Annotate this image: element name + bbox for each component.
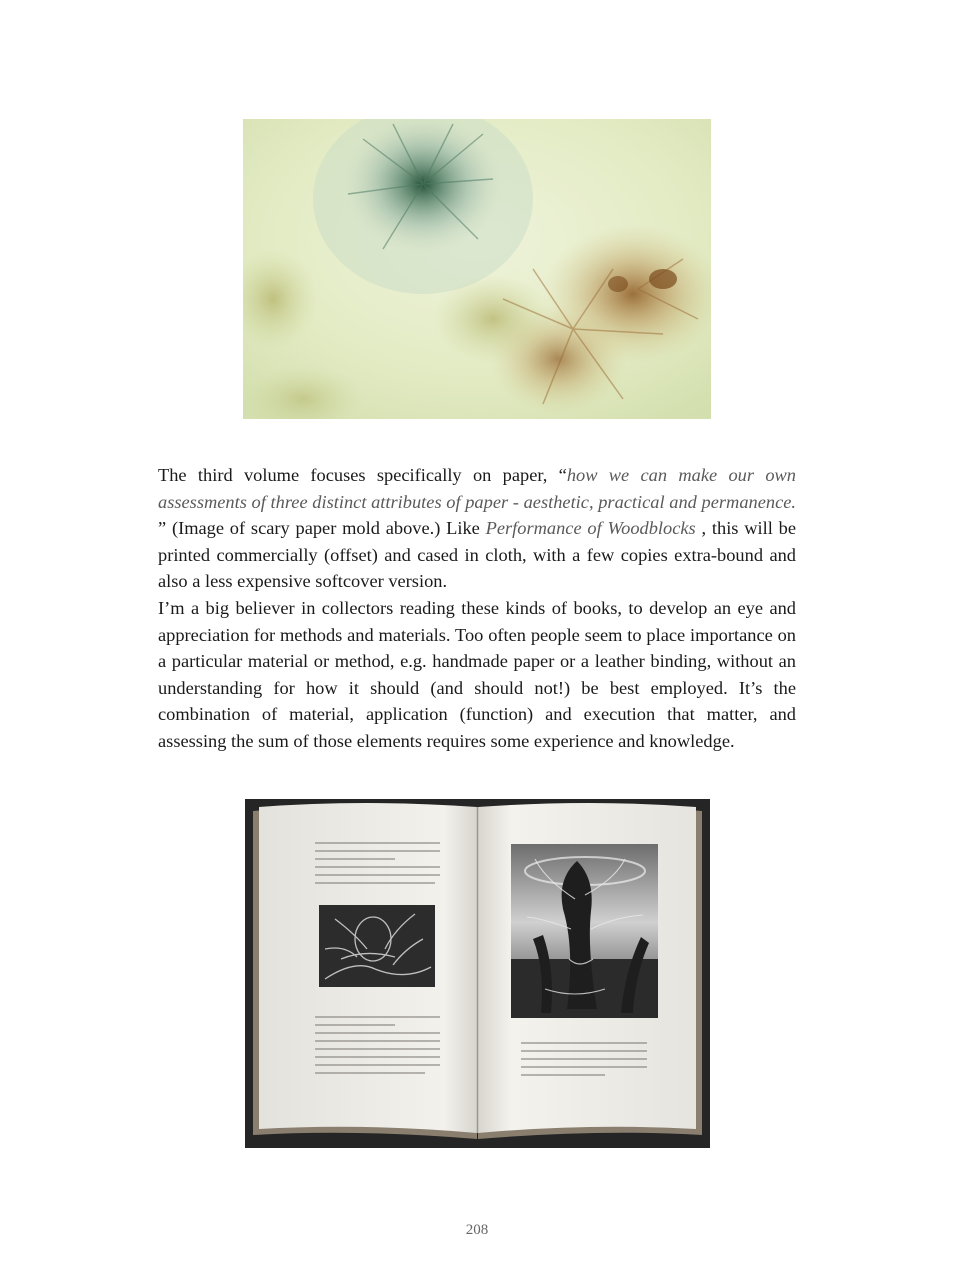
paragraph-1-text-c: , this will be printed commercially (offset) and cased in cloth, with a few copies extra-bound and also a less expensive softcover version. [158,518,796,592]
paragraph-1-text-a: The third volume focuses specifically on paper, “ [158,465,567,485]
book-title: Performance of Woodblocks [485,518,696,539]
body-text [158,462,796,755]
paragraph-2: I’m a big believer in collectors reading these kinds of books, to develop an eye and appreciation for methods and materials. Too often people seem to place importance on a particular material or method, e.g. handmade paper or a leather binding, without an understanding for how it should (and should not!) be best employed. It’s the combination of material, application (function) and execution that matter, and assessing the sum of those elements requires some experience and knowledge. [158,597,796,751]
mold-photo [243,119,711,419]
paragraph-1-text-b: ” (Image of scary paper mold above.) Like [158,518,486,539]
mold-photo-graphic [243,119,711,419]
book-photo [245,799,710,1148]
quoted-description: how we can make our own assessments of three distinct attributes of paper - aesthetic, practical and permanence. [158,465,796,512]
page-number: 208 [465,1222,489,1238]
paragraph-1 [158,462,796,595]
book-photo-graphic [245,799,710,1148]
